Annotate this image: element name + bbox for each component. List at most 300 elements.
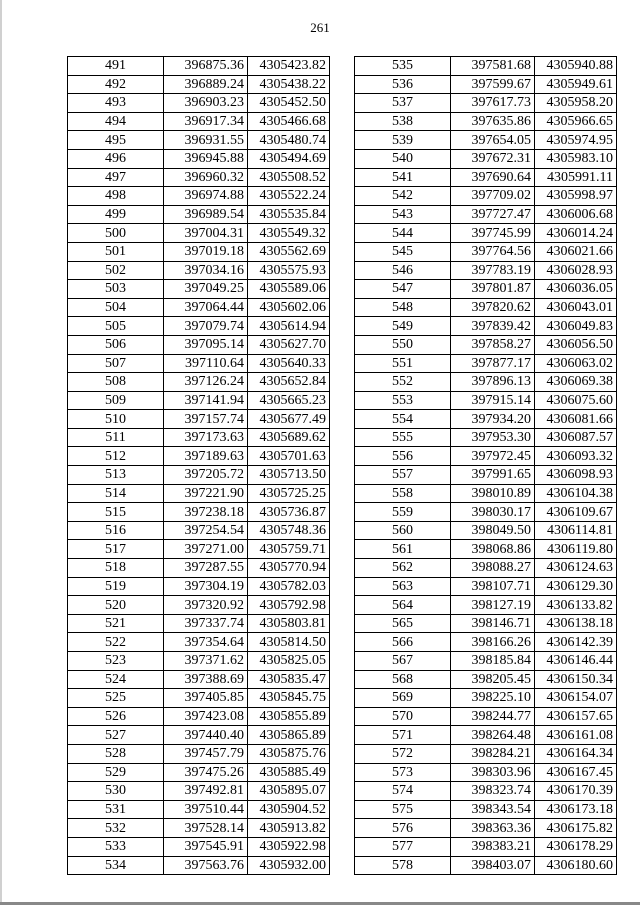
y-coordinate-cell: 4305466.68 xyxy=(248,112,330,131)
x-coordinate-cell: 397617.73 xyxy=(451,94,535,113)
x-coordinate-cell: 396931.55 xyxy=(164,131,248,150)
x-coordinate-cell: 398010.89 xyxy=(451,484,535,503)
y-coordinate-cell: 4306109.67 xyxy=(535,503,617,522)
point-number-cell: 523 xyxy=(68,652,164,671)
y-coordinate-cell: 4306154.07 xyxy=(535,689,617,708)
table-row xyxy=(355,856,617,875)
point-number-cell: 548 xyxy=(355,298,451,317)
x-coordinate-cell: 397820.62 xyxy=(451,298,535,317)
y-coordinate-cell: 4306098.93 xyxy=(535,466,617,485)
y-coordinate-cell: 4305480.74 xyxy=(248,131,330,150)
point-number-cell: 542 xyxy=(355,187,451,206)
y-coordinate-cell: 4305792.98 xyxy=(248,596,330,615)
x-coordinate-cell: 398323.74 xyxy=(451,782,535,801)
table-row xyxy=(68,744,330,763)
x-coordinate-cell: 397563.76 xyxy=(164,856,248,875)
table-row xyxy=(355,819,617,838)
y-coordinate-cell: 4305627.70 xyxy=(248,335,330,354)
x-coordinate-cell: 397049.25 xyxy=(164,280,248,299)
y-coordinate-cell: 4306124.63 xyxy=(535,559,617,578)
table-row xyxy=(355,540,617,559)
point-number-cell: 561 xyxy=(355,540,451,559)
point-number-cell: 547 xyxy=(355,280,451,299)
x-coordinate-cell: 397238.18 xyxy=(164,503,248,522)
y-coordinate-cell: 4306063.02 xyxy=(535,354,617,373)
table-row xyxy=(68,391,330,410)
table-row xyxy=(355,75,617,94)
y-coordinate-cell: 4305913.82 xyxy=(248,819,330,838)
table-row xyxy=(68,205,330,224)
table-row xyxy=(68,596,330,615)
point-number-cell: 514 xyxy=(68,484,164,503)
table-row xyxy=(68,57,330,76)
table-row xyxy=(68,559,330,578)
table-row xyxy=(68,224,330,243)
x-coordinate-cell: 398343.54 xyxy=(451,800,535,819)
point-number-cell: 559 xyxy=(355,503,451,522)
point-number-cell: 571 xyxy=(355,726,451,745)
point-number-cell: 552 xyxy=(355,373,451,392)
x-coordinate-cell: 397545.91 xyxy=(164,837,248,856)
point-number-cell: 551 xyxy=(355,354,451,373)
point-number-cell: 512 xyxy=(68,447,164,466)
x-coordinate-cell: 398264.48 xyxy=(451,726,535,745)
y-coordinate-cell: 4305423.82 xyxy=(248,57,330,76)
y-coordinate-cell: 4305998.97 xyxy=(535,187,617,206)
x-coordinate-cell: 398166.26 xyxy=(451,633,535,652)
table-row xyxy=(355,261,617,280)
table-row xyxy=(355,577,617,596)
x-coordinate-cell: 397004.31 xyxy=(164,224,248,243)
x-coordinate-cell: 398049.50 xyxy=(451,521,535,540)
point-number-cell: 529 xyxy=(68,763,164,782)
y-coordinate-cell: 4305522.24 xyxy=(248,187,330,206)
x-coordinate-cell: 397019.18 xyxy=(164,242,248,261)
y-coordinate-cell: 4306069.38 xyxy=(535,373,617,392)
table-row xyxy=(355,168,617,187)
x-coordinate-cell: 398244.77 xyxy=(451,707,535,726)
table-row xyxy=(355,354,617,373)
scan-edge xyxy=(0,0,2,905)
y-coordinate-cell: 4305875.76 xyxy=(248,744,330,763)
x-coordinate-cell: 397337.74 xyxy=(164,614,248,633)
y-coordinate-cell: 4305575.93 xyxy=(248,261,330,280)
point-number-cell: 511 xyxy=(68,428,164,447)
y-coordinate-cell: 4305589.06 xyxy=(248,280,330,299)
x-coordinate-cell: 397371.62 xyxy=(164,652,248,671)
x-coordinate-cell: 397877.17 xyxy=(451,354,535,373)
point-number-cell: 493 xyxy=(68,94,164,113)
point-number-cell: 572 xyxy=(355,744,451,763)
point-number-cell: 537 xyxy=(355,94,451,113)
y-coordinate-cell: 4305855.89 xyxy=(248,707,330,726)
x-coordinate-cell: 398088.27 xyxy=(451,559,535,578)
table-row xyxy=(68,782,330,801)
table-row xyxy=(68,410,330,429)
table-row xyxy=(355,242,617,261)
y-coordinate-cell: 4305782.03 xyxy=(248,577,330,596)
point-number-cell: 564 xyxy=(355,596,451,615)
table-row xyxy=(355,689,617,708)
table-body-left xyxy=(68,57,330,875)
y-coordinate-cell: 4306081.66 xyxy=(535,410,617,429)
table-row xyxy=(355,744,617,763)
y-coordinate-cell: 4305549.32 xyxy=(248,224,330,243)
point-number-cell: 541 xyxy=(355,168,451,187)
x-coordinate-cell: 396945.88 xyxy=(164,149,248,168)
point-number-cell: 543 xyxy=(355,205,451,224)
x-coordinate-cell: 397287.55 xyxy=(164,559,248,578)
x-coordinate-cell: 397457.79 xyxy=(164,744,248,763)
table-row xyxy=(68,652,330,671)
x-coordinate-cell: 396989.54 xyxy=(164,205,248,224)
y-coordinate-cell: 4305640.33 xyxy=(248,354,330,373)
point-number-cell: 491 xyxy=(68,57,164,76)
y-coordinate-cell: 4305922.98 xyxy=(248,837,330,856)
x-coordinate-cell: 397934.20 xyxy=(451,410,535,429)
point-number-cell: 569 xyxy=(355,689,451,708)
point-number-cell: 524 xyxy=(68,670,164,689)
point-number-cell: 499 xyxy=(68,205,164,224)
table-row xyxy=(355,280,617,299)
point-number-cell: 495 xyxy=(68,131,164,150)
x-coordinate-cell: 396875.36 xyxy=(164,57,248,76)
x-coordinate-cell: 397304.19 xyxy=(164,577,248,596)
x-coordinate-cell: 397189.63 xyxy=(164,447,248,466)
x-coordinate-cell: 397271.00 xyxy=(164,540,248,559)
table-row xyxy=(68,837,330,856)
y-coordinate-cell: 4305602.06 xyxy=(248,298,330,317)
x-coordinate-cell: 397205.72 xyxy=(164,466,248,485)
table-row xyxy=(355,373,617,392)
x-coordinate-cell: 397141.94 xyxy=(164,391,248,410)
table-row xyxy=(68,856,330,875)
table-row xyxy=(68,75,330,94)
point-number-cell: 562 xyxy=(355,559,451,578)
point-number-cell: 546 xyxy=(355,261,451,280)
point-number-cell: 500 xyxy=(68,224,164,243)
point-number-cell: 563 xyxy=(355,577,451,596)
table-row xyxy=(355,94,617,113)
y-coordinate-cell: 4305701.63 xyxy=(248,447,330,466)
y-coordinate-cell: 4305966.65 xyxy=(535,112,617,131)
table-row xyxy=(355,149,617,168)
table-row xyxy=(68,800,330,819)
y-coordinate-cell: 4305835.47 xyxy=(248,670,330,689)
point-number-cell: 568 xyxy=(355,670,451,689)
y-coordinate-cell: 4306133.82 xyxy=(535,596,617,615)
y-coordinate-cell: 4305803.81 xyxy=(248,614,330,633)
point-number-cell: 534 xyxy=(68,856,164,875)
x-coordinate-cell: 397599.67 xyxy=(451,75,535,94)
point-number-cell: 527 xyxy=(68,726,164,745)
table-row xyxy=(68,614,330,633)
x-coordinate-cell: 397709.02 xyxy=(451,187,535,206)
point-number-cell: 528 xyxy=(68,744,164,763)
point-number-cell: 515 xyxy=(68,503,164,522)
y-coordinate-cell: 4306173.18 xyxy=(535,800,617,819)
coordinates-table-left xyxy=(67,56,330,875)
table-row xyxy=(355,800,617,819)
y-coordinate-cell: 4305535.84 xyxy=(248,205,330,224)
point-number-cell: 502 xyxy=(68,261,164,280)
x-coordinate-cell: 397157.74 xyxy=(164,410,248,429)
y-coordinate-cell: 4306104.38 xyxy=(535,484,617,503)
point-number-cell: 558 xyxy=(355,484,451,503)
table-row xyxy=(68,763,330,782)
x-coordinate-cell: 397801.87 xyxy=(451,280,535,299)
y-coordinate-cell: 4305885.49 xyxy=(248,763,330,782)
table-row xyxy=(355,466,617,485)
table-row xyxy=(68,373,330,392)
point-number-cell: 574 xyxy=(355,782,451,801)
x-coordinate-cell: 397839.42 xyxy=(451,317,535,336)
table-row xyxy=(355,112,617,131)
y-coordinate-cell: 4305748.36 xyxy=(248,521,330,540)
x-coordinate-cell: 397510.44 xyxy=(164,800,248,819)
point-number-cell: 573 xyxy=(355,763,451,782)
y-coordinate-cell: 4306157.65 xyxy=(535,707,617,726)
y-coordinate-cell: 4305983.10 xyxy=(535,149,617,168)
point-number-cell: 503 xyxy=(68,280,164,299)
point-number-cell: 530 xyxy=(68,782,164,801)
x-coordinate-cell: 398303.96 xyxy=(451,763,535,782)
table-row xyxy=(355,782,617,801)
y-coordinate-cell: 4305895.07 xyxy=(248,782,330,801)
table-row xyxy=(68,354,330,373)
table-row xyxy=(68,298,330,317)
point-number-cell: 575 xyxy=(355,800,451,819)
y-coordinate-cell: 4306119.80 xyxy=(535,540,617,559)
y-coordinate-cell: 4305689.62 xyxy=(248,428,330,447)
y-coordinate-cell: 4306175.82 xyxy=(535,819,617,838)
point-number-cell: 544 xyxy=(355,224,451,243)
table-row xyxy=(68,503,330,522)
point-number-cell: 550 xyxy=(355,335,451,354)
table-row xyxy=(355,187,617,206)
table-row xyxy=(355,484,617,503)
point-number-cell: 549 xyxy=(355,317,451,336)
x-coordinate-cell: 397405.85 xyxy=(164,689,248,708)
table-row xyxy=(355,559,617,578)
coordinates-table-right xyxy=(354,56,617,875)
table-row xyxy=(355,335,617,354)
table-row xyxy=(68,242,330,261)
y-coordinate-cell: 4305940.88 xyxy=(535,57,617,76)
x-coordinate-cell: 397745.99 xyxy=(451,224,535,243)
y-coordinate-cell: 4306164.34 xyxy=(535,744,617,763)
point-number-cell: 505 xyxy=(68,317,164,336)
table-row xyxy=(355,428,617,447)
y-coordinate-cell: 4306114.81 xyxy=(535,521,617,540)
table-row xyxy=(355,224,617,243)
y-coordinate-cell: 4305825.05 xyxy=(248,652,330,671)
y-coordinate-cell: 4305562.69 xyxy=(248,242,330,261)
x-coordinate-cell: 397991.65 xyxy=(451,466,535,485)
table-row xyxy=(68,335,330,354)
x-coordinate-cell: 397354.64 xyxy=(164,633,248,652)
x-coordinate-cell: 397783.19 xyxy=(451,261,535,280)
y-coordinate-cell: 4306146.44 xyxy=(535,652,617,671)
x-coordinate-cell: 397126.24 xyxy=(164,373,248,392)
point-number-cell: 513 xyxy=(68,466,164,485)
y-coordinate-cell: 4306167.45 xyxy=(535,763,617,782)
x-coordinate-cell: 396903.23 xyxy=(164,94,248,113)
x-coordinate-cell: 396889.24 xyxy=(164,75,248,94)
x-coordinate-cell: 396974.88 xyxy=(164,187,248,206)
table-row xyxy=(68,633,330,652)
x-coordinate-cell: 397635.86 xyxy=(451,112,535,131)
x-coordinate-cell: 398068.86 xyxy=(451,540,535,559)
point-number-cell: 531 xyxy=(68,800,164,819)
x-coordinate-cell: 398107.71 xyxy=(451,577,535,596)
point-number-cell: 492 xyxy=(68,75,164,94)
x-coordinate-cell: 397079.74 xyxy=(164,317,248,336)
y-coordinate-cell: 4305438.22 xyxy=(248,75,330,94)
point-number-cell: 494 xyxy=(68,112,164,131)
x-coordinate-cell: 398205.45 xyxy=(451,670,535,689)
point-number-cell: 560 xyxy=(355,521,451,540)
point-number-cell: 570 xyxy=(355,707,451,726)
table-row xyxy=(68,670,330,689)
point-number-cell: 555 xyxy=(355,428,451,447)
x-coordinate-cell: 397858.27 xyxy=(451,335,535,354)
point-number-cell: 517 xyxy=(68,540,164,559)
point-number-cell: 535 xyxy=(355,57,451,76)
x-coordinate-cell: 397654.05 xyxy=(451,131,535,150)
y-coordinate-cell: 4306021.66 xyxy=(535,242,617,261)
y-coordinate-cell: 4305677.49 xyxy=(248,410,330,429)
table-row xyxy=(68,540,330,559)
point-number-cell: 516 xyxy=(68,521,164,540)
point-number-cell: 498 xyxy=(68,187,164,206)
y-coordinate-cell: 4305949.61 xyxy=(535,75,617,94)
y-coordinate-cell: 4305958.20 xyxy=(535,94,617,113)
table-row xyxy=(68,466,330,485)
table-row xyxy=(68,689,330,708)
point-number-cell: 533 xyxy=(68,837,164,856)
table-row xyxy=(355,503,617,522)
y-coordinate-cell: 4305665.23 xyxy=(248,391,330,410)
point-number-cell: 506 xyxy=(68,335,164,354)
y-coordinate-cell: 4305494.69 xyxy=(248,149,330,168)
point-number-cell: 577 xyxy=(355,837,451,856)
table-row xyxy=(355,614,617,633)
point-number-cell: 522 xyxy=(68,633,164,652)
table-row xyxy=(68,261,330,280)
point-number-cell: 525 xyxy=(68,689,164,708)
point-number-cell: 536 xyxy=(355,75,451,94)
x-coordinate-cell: 397896.13 xyxy=(451,373,535,392)
y-coordinate-cell: 4306178.29 xyxy=(535,837,617,856)
table-row xyxy=(68,577,330,596)
y-coordinate-cell: 4305865.89 xyxy=(248,726,330,745)
table-row xyxy=(68,112,330,131)
table-row xyxy=(68,428,330,447)
table-row xyxy=(355,596,617,615)
table-row xyxy=(68,280,330,299)
table-row xyxy=(355,633,617,652)
y-coordinate-cell: 4306161.08 xyxy=(535,726,617,745)
table-row xyxy=(355,707,617,726)
x-coordinate-cell: 397475.26 xyxy=(164,763,248,782)
table-row xyxy=(68,94,330,113)
y-coordinate-cell: 4305974.95 xyxy=(535,131,617,150)
table-row xyxy=(68,168,330,187)
x-coordinate-cell: 397221.90 xyxy=(164,484,248,503)
x-coordinate-cell: 397440.40 xyxy=(164,726,248,745)
x-coordinate-cell: 397423.08 xyxy=(164,707,248,726)
y-coordinate-cell: 4305991.11 xyxy=(535,168,617,187)
table-row xyxy=(355,410,617,429)
x-coordinate-cell: 398185.84 xyxy=(451,652,535,671)
y-coordinate-cell: 4306138.18 xyxy=(535,614,617,633)
table-row xyxy=(355,652,617,671)
point-number-cell: 521 xyxy=(68,614,164,633)
x-coordinate-cell: 398284.21 xyxy=(451,744,535,763)
x-coordinate-cell: 397764.56 xyxy=(451,242,535,261)
table-row xyxy=(355,298,617,317)
x-coordinate-cell: 397953.30 xyxy=(451,428,535,447)
point-number-cell: 576 xyxy=(355,819,451,838)
y-coordinate-cell: 4305614.94 xyxy=(248,317,330,336)
y-coordinate-cell: 4306056.50 xyxy=(535,335,617,354)
x-coordinate-cell: 396917.34 xyxy=(164,112,248,131)
y-coordinate-cell: 4306075.60 xyxy=(535,391,617,410)
y-coordinate-cell: 4306036.05 xyxy=(535,280,617,299)
table-row xyxy=(355,131,617,150)
point-number-cell: 507 xyxy=(68,354,164,373)
point-number-cell: 539 xyxy=(355,131,451,150)
y-coordinate-cell: 4306043.01 xyxy=(535,298,617,317)
y-coordinate-cell: 4306142.39 xyxy=(535,633,617,652)
y-coordinate-cell: 4305759.71 xyxy=(248,540,330,559)
x-coordinate-cell: 397528.14 xyxy=(164,819,248,838)
table-row xyxy=(68,447,330,466)
table-row xyxy=(355,317,617,336)
table-row xyxy=(68,149,330,168)
point-number-cell: 526 xyxy=(68,707,164,726)
point-number-cell: 520 xyxy=(68,596,164,615)
point-number-cell: 567 xyxy=(355,652,451,671)
table-row xyxy=(68,521,330,540)
page-number: 261 xyxy=(310,20,330,35)
table-row xyxy=(355,726,617,745)
point-number-cell: 545 xyxy=(355,242,451,261)
x-coordinate-cell: 397672.31 xyxy=(451,149,535,168)
y-coordinate-cell: 4305452.50 xyxy=(248,94,330,113)
table-row xyxy=(68,187,330,206)
table-row xyxy=(68,317,330,336)
x-coordinate-cell: 398146.71 xyxy=(451,614,535,633)
point-number-cell: 556 xyxy=(355,447,451,466)
x-coordinate-cell: 397581.68 xyxy=(451,57,535,76)
table-row xyxy=(68,707,330,726)
x-coordinate-cell: 398403.07 xyxy=(451,856,535,875)
point-number-cell: 538 xyxy=(355,112,451,131)
x-coordinate-cell: 397110.64 xyxy=(164,354,248,373)
point-number-cell: 504 xyxy=(68,298,164,317)
y-coordinate-cell: 4306014.24 xyxy=(535,224,617,243)
y-coordinate-cell: 4306049.83 xyxy=(535,317,617,336)
x-coordinate-cell: 397915.14 xyxy=(451,391,535,410)
point-number-cell: 519 xyxy=(68,577,164,596)
x-coordinate-cell: 398030.17 xyxy=(451,503,535,522)
x-coordinate-cell: 397492.81 xyxy=(164,782,248,801)
y-coordinate-cell: 4305508.52 xyxy=(248,168,330,187)
y-coordinate-cell: 4306180.60 xyxy=(535,856,617,875)
y-coordinate-cell: 4306170.39 xyxy=(535,782,617,801)
